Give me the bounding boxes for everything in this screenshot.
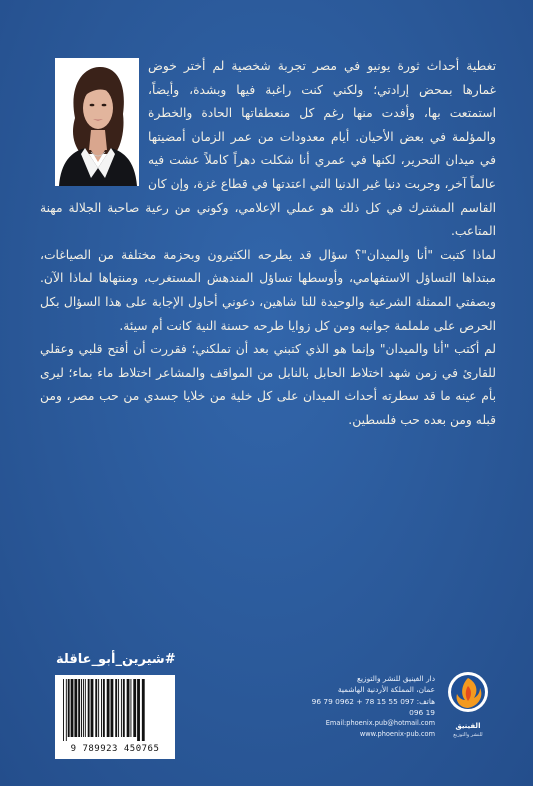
photo-spacer [40, 55, 148, 194]
publisher-info [300, 673, 435, 741]
barcode-bar [127, 679, 130, 737]
barcode-bar [78, 679, 80, 737]
barcode-bar [63, 679, 64, 741]
barcode-bar [98, 679, 99, 737]
barcode-bar [107, 679, 110, 737]
barcode-bar [115, 679, 117, 737]
barcode-bar [111, 679, 114, 737]
logo-subtitle: للنشر والتوزيع [453, 732, 483, 738]
barcode-bar [137, 679, 140, 741]
publisher-phone: هاتف: 097 55 15 78 + 0962 79 96 19 096 [311, 696, 435, 717]
barcode-bar [95, 679, 97, 737]
barcode-bar [68, 679, 70, 737]
barcode-bar [101, 679, 102, 737]
logo-name: الفينيق [455, 722, 481, 730]
barcode-bar [103, 679, 105, 737]
logo-label [444, 722, 492, 740]
barcode-bar [71, 679, 74, 737]
barcode-bar [91, 679, 94, 737]
barcode-bar [123, 679, 125, 737]
publisher-name: دار الفينيق للنشر والتوزيع [357, 674, 435, 683]
barcode-bar [142, 679, 145, 741]
publisher-email: Email:phoenix.pub@hotmail.com [325, 719, 435, 728]
publisher-city: عمان، المملكة الأردنية الهاشمية [337, 685, 435, 695]
barcode-bar [88, 679, 90, 737]
barcode-bars [55, 675, 175, 743]
hashtag: #شيرين_أبو_عاقلة [56, 652, 176, 667]
barcode-bar [121, 679, 122, 737]
isbn-number: 9 789923 450765 [70, 744, 160, 754]
barcode-bar [83, 679, 84, 737]
blurb-paragraph-1: تغطية أحداث ثورة يونيو في مصر تجربة شخصية لم أختر خوض غمارها بمحض إرادتي؛ ولكني كنت راغبة فيها وبشدة، وأيضاً، استمتعت بها، وأفدت منها رغم كل منعطفاتها الحادة والخطرة والمؤلمة في بعض الأحيان. أيام معدودات من عمر الزمان أمضيتها في ميدان التحرير، لكنها في عمري أنا شكلت دهراً كاملاً عشت فيه عالماً آخر، وجربت دنيا غير الدنيا التي اعتدتها في قطاع غزة، وإن كان القاسم المشترك في كل ذلك هو عملي الإعلامي، وكوني من رعية صاحبة الجلالة مهنة المتاعب. [40, 59, 496, 239]
barcode-bar [130, 679, 131, 737]
barcode-bar [74, 679, 77, 737]
barcode-bar [81, 679, 82, 737]
publisher-website: www.phoenix-pub.com [359, 730, 435, 739]
blurb-text [40, 55, 496, 433]
barcode-bar [85, 679, 86, 737]
barcode-bar [118, 679, 119, 737]
blurb-paragraph-3: لم أكتب "أنا والميدان" وإنما هو الذي كتبني بعد أن تملكني؛ فقررت أن أفتح قلبي وعقلي للقارئ في زمن شهد اختلاط الحابل بالنابل من المواقف والمشاعر اختلاط ماء بماء؛ ليرى بأم عينه ما قد سطرته أحداث الميدان على كل خلية من خلايا جسدي من حب مصر، ومن قبله ومن بعده حب فلسطين. [40, 342, 496, 427]
barcode-bar [66, 679, 67, 741]
blurb-paragraph-2: لماذا كتبت "أنا والميدان"؟ سؤال قد يطرحه الكثيرون وبحزمة مختلفة من الصياغات، مبتداها التساؤل الاستفهامي، وأوسطها تساؤل المندهش المستغرب، ومنتهاها لماذا الآن. وبصفتي الممثلة الشرعية والوحيدة للنا شاهين، دعوني أحاول الإجابة على هذا السؤال بكل الحرص على ململمة جوانبه ومن كل زوايا طرحه حسنة النية كانت أم سيئة. [40, 247, 496, 333]
barcode-bar [133, 679, 136, 737]
